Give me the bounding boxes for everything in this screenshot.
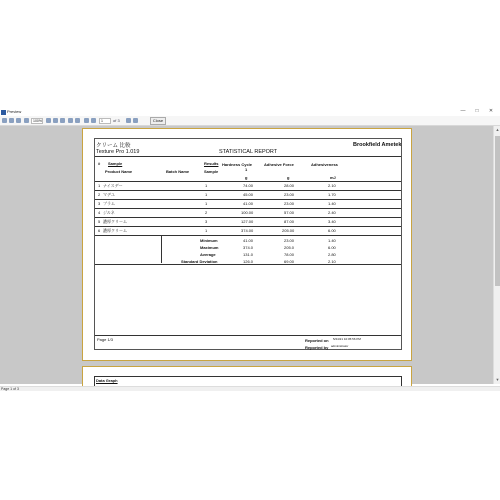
col-product-name: Product Name (105, 169, 133, 174)
stat-label: Minimum (200, 238, 218, 243)
stat-adhesiveness: 1.40 (328, 238, 336, 243)
save-icon[interactable] (9, 118, 14, 123)
col-sample: Sample (108, 161, 123, 166)
row-sample: 3 (205, 219, 208, 224)
print-icon[interactable] (2, 118, 7, 123)
first-page-icon[interactable] (84, 118, 89, 123)
status-text: Page 1 of 3 (1, 387, 19, 391)
stat-force: 69.00 (284, 259, 295, 264)
desktop-background (0, 391, 500, 500)
row-hardness: 41.00 (243, 201, 254, 206)
stats-left-border (161, 236, 162, 263)
row-force: 28.00 (284, 183, 295, 188)
page2-frame-top (94, 376, 402, 377)
stat-hardness: 41.00 (243, 238, 254, 243)
row-force: 87.00 (284, 219, 295, 224)
row-force: 23.00 (284, 201, 295, 206)
report-subtitle: Texture Pro 1.019 (96, 149, 140, 155)
row-num: 6 (98, 228, 101, 233)
row-sample: 2 (205, 210, 208, 215)
fit-icon[interactable] (75, 118, 80, 123)
page-number: Page 1/3 (97, 337, 114, 342)
row-hardness: 374.00 (241, 228, 254, 233)
row-force: 57.00 (284, 210, 295, 215)
col-results-sample: Sample (204, 169, 219, 174)
row-sample: 1 (205, 192, 208, 197)
next-page-icon[interactable] (126, 118, 131, 123)
row-product: 濃厚クリーム (103, 219, 127, 224)
col-adhesive-unit: g (287, 175, 290, 180)
stats-divider (95, 264, 401, 265)
stat-adhesiveness: 6.00 (328, 245, 336, 250)
report-frame (94, 138, 402, 350)
col-num: # (98, 161, 101, 166)
stat-force: 23.00 (284, 238, 295, 243)
row-divider (95, 235, 401, 236)
row-adhesiveness: 2.40 (328, 210, 336, 215)
row-product: ナイスデー (103, 183, 123, 188)
stat-label: Maximum (200, 245, 219, 250)
stat-label: Standard Deviation (181, 259, 218, 264)
row-adhesiveness: 3.40 (328, 219, 336, 224)
row-sample: 1 (205, 228, 208, 233)
row-hardness: 100.00 (241, 210, 254, 215)
row-num: 1 (98, 183, 101, 188)
stat-adhesiveness: 2.10 (328, 259, 336, 264)
row-divider (95, 208, 401, 209)
row-hardness: 74.00 (243, 183, 254, 188)
header-divider (95, 156, 401, 157)
row-adhesiveness: 1.40 (328, 201, 336, 206)
row-num: 3 (98, 201, 101, 206)
brand-name: Brookfield Ametek (353, 142, 402, 148)
reported-on-value: 5/24/21 10:05:56 PM (333, 337, 361, 341)
close-window-button[interactable]: ✕ (488, 108, 494, 114)
page-total: of 3 (113, 118, 120, 123)
report-page (82, 128, 412, 361)
columns-divider (95, 181, 401, 182)
zoom-select[interactable]: 100% (33, 119, 42, 123)
prev-page-icon[interactable] (91, 118, 96, 123)
stat-hardness: 126.0 (243, 259, 254, 264)
row-hardness: 45.00 (243, 192, 254, 197)
scroll-down-icon[interactable]: ▼ (495, 377, 500, 382)
col-adhesiveness: Adhesiveness (311, 162, 338, 167)
col-adhesive-force: Adhesive Force (264, 162, 294, 167)
row-product: 濃厚クリーム (103, 228, 127, 233)
row-num: 4 (98, 210, 101, 215)
row-product: マデユ (103, 192, 115, 197)
row-force: 23.00 (284, 192, 295, 197)
scroll-up-icon[interactable]: ▲ (495, 127, 500, 132)
stat-hardness: 131.0 (243, 252, 254, 257)
window-titlebar (0, 0, 500, 116)
row-num: 2 (98, 192, 101, 197)
maximize-button[interactable]: □ (475, 108, 479, 114)
thumbnail-icon[interactable] (68, 118, 73, 123)
footer-divider (95, 335, 401, 336)
row-adhesiveness: 2.10 (328, 183, 336, 188)
row-sample: 1 (205, 201, 208, 206)
zoom-icon[interactable] (24, 118, 29, 123)
col-hardness-cycle: Hardness Cycle (222, 162, 253, 167)
col-hardness-cycle-num: 1 (245, 167, 248, 172)
scrollbar-thumb[interactable] (495, 136, 500, 286)
row-num: 5 (98, 219, 101, 224)
col-batch-name: Batch Name (166, 169, 190, 174)
two-page-icon[interactable] (53, 118, 58, 123)
row-sample: 1 (205, 183, 208, 188)
multi-page-icon[interactable] (60, 118, 65, 123)
report-page-2 (82, 366, 412, 386)
reported-by-value: administrator (331, 344, 349, 348)
row-divider (95, 217, 401, 218)
vertical-scrollbar[interactable] (493, 126, 500, 384)
toolbar (0, 116, 500, 126)
stat-label: Average (200, 252, 216, 257)
report-heading: STATISTICAL REPORT (219, 149, 278, 155)
reported-by-label: Reported by (305, 345, 329, 350)
minimize-button[interactable]: — (460, 108, 466, 114)
close-preview-button[interactable]: Close (150, 117, 166, 125)
row-product: プラム (103, 201, 115, 206)
page-number-input[interactable]: 1 (99, 118, 111, 124)
single-page-icon[interactable] (46, 118, 51, 123)
page-setup-icon[interactable] (16, 118, 21, 123)
stat-hardness: 374.0 (243, 245, 254, 250)
row-adhesiveness: 6.00 (328, 228, 336, 233)
row-divider (95, 199, 401, 200)
page2-heading: Data Graph (96, 378, 118, 383)
row-force: 205.00 (282, 228, 295, 233)
row-divider (95, 190, 401, 191)
row-divider (95, 226, 401, 227)
stat-force: 205.0 (284, 245, 295, 250)
window-title: Preview (7, 109, 22, 114)
stat-force: 78.00 (284, 252, 295, 257)
col-results: Results (204, 161, 219, 166)
app-icon (1, 110, 6, 115)
row-hardness: 127.00 (241, 219, 254, 224)
col-hardness-unit: g (245, 175, 248, 180)
reported-on-label: Reported on (305, 338, 329, 343)
row-product: ジルネ (103, 210, 115, 215)
stat-adhesiveness: 2.80 (328, 252, 336, 257)
report-title: クリーム 比較 (96, 143, 131, 149)
col-adhesiveness-unit: mJ (330, 175, 336, 180)
last-page-icon[interactable] (133, 118, 138, 123)
row-adhesiveness: 1.70 (328, 192, 336, 197)
